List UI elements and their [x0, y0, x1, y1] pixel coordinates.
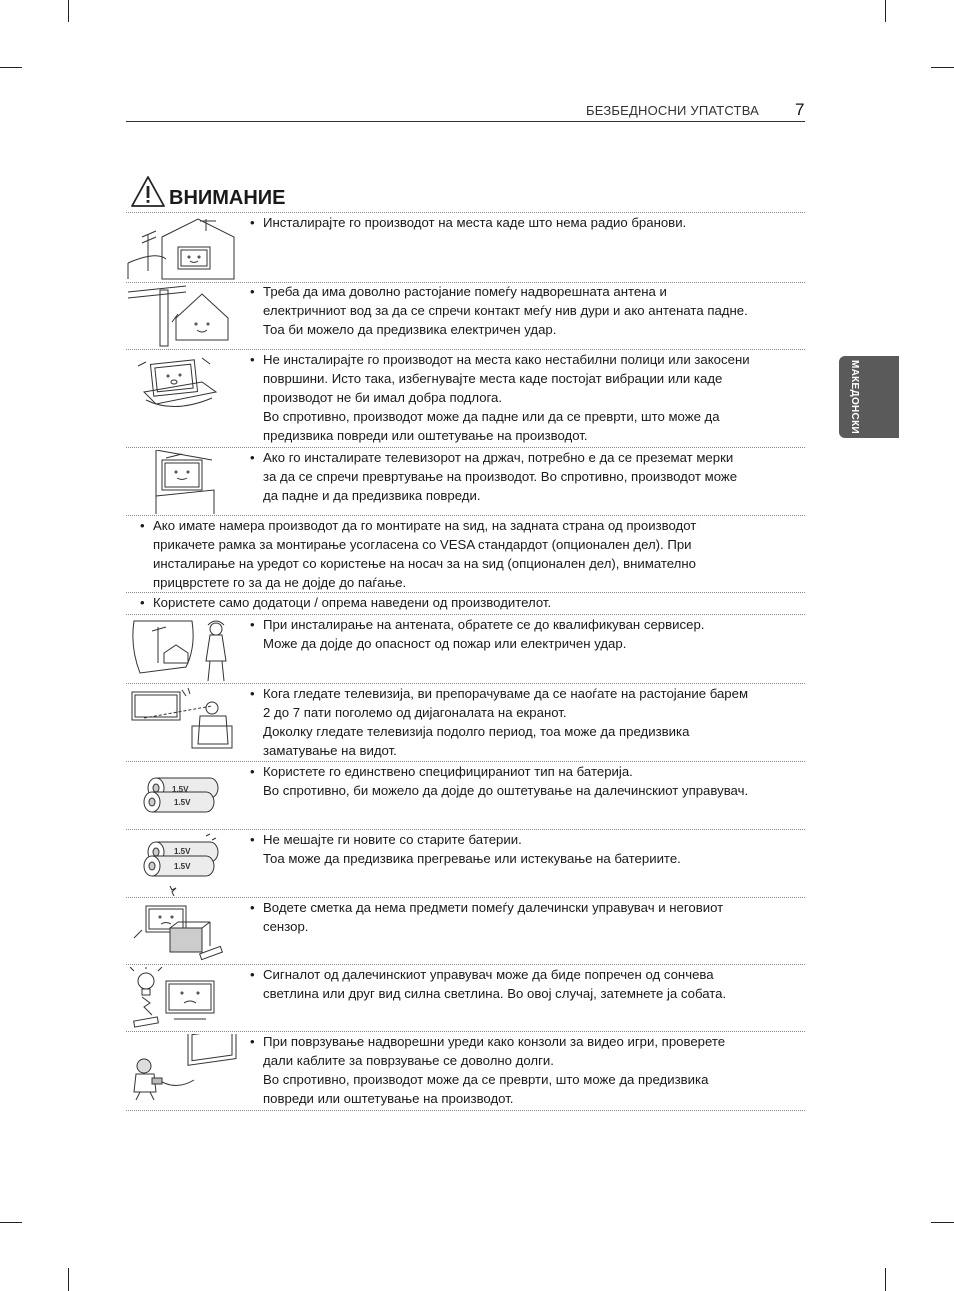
- caution-item-text: [250, 898, 800, 936]
- bullet: •: [250, 686, 255, 701]
- text-line: заматување на видот.: [263, 743, 397, 758]
- text-line: електричниот вод за да се спречи контакт меѓу нив дури и ако антената падне.: [263, 303, 748, 318]
- text-line: прицврстете го за да не дојде до паѓање.: [153, 575, 407, 590]
- technician-antenna-icon: [126, 617, 241, 683]
- text-line: Во спротивно, производот може да падне или да се преврти, што може да: [263, 409, 720, 424]
- bullet: •: [250, 284, 255, 299]
- text-line: Во спротивно, би можело да дојде до оштетување на далечинскиот управувач.: [263, 783, 749, 798]
- text-line: Не инсталирајте го производот на места како нестабилни полици или закосени: [263, 352, 750, 367]
- caution-item-text: [250, 830, 800, 868]
- battery-label: 1.5V: [174, 862, 191, 871]
- battery-icon: [126, 764, 241, 828]
- caution-item-text: [140, 593, 780, 612]
- caution-item-text: [140, 516, 780, 592]
- text-line: производот не би имал добра подлога.: [263, 390, 503, 405]
- section-title: БЕЗБЕДНОСНИ УПАТСТВА: [586, 103, 760, 118]
- text-line: Треба да има доволно растојание помеѓу надворешната антена и: [263, 284, 667, 299]
- text-line: повреди или оштетување на производот.: [263, 1091, 514, 1106]
- caution-item-no-radio-waves: [126, 212, 805, 283]
- bullet: •: [140, 518, 145, 533]
- text-line: Тоа би можело да предизвика електричен удар.: [263, 322, 557, 337]
- battery-mix-icon: [126, 832, 241, 896]
- text-line: При поврзување надворешни уреди како конзоли за видео игри, проверете: [263, 1034, 726, 1049]
- language-tab-label: МАКЕДОНСКИ: [849, 360, 860, 434]
- text-line: Тоа може да предизвика прегревање или истекување на батериите.: [263, 851, 681, 866]
- text-line: дали каблите за поврзување се доволно долги.: [263, 1053, 554, 1068]
- caution-item-text: [250, 213, 800, 232]
- caution-item-cable-length: [126, 1032, 805, 1111]
- caution-item-text: [250, 965, 800, 1003]
- bullet: •: [250, 352, 255, 367]
- bullet: •: [250, 832, 255, 847]
- warning-triangle-icon: [130, 175, 166, 209]
- tv-stand-icon: [126, 450, 241, 514]
- text-line: При инсталирање на антената, обратете се до квалификуван сервисер.: [263, 617, 705, 632]
- crop-mark: [885, 0, 886, 22]
- caution-item-text: [250, 615, 800, 653]
- text-line: за да се спречи превртување на производот. Во спротивно, производот може: [263, 469, 738, 484]
- crop-mark: [68, 0, 69, 22]
- text-line: сензор.: [263, 919, 309, 934]
- caution-item-battery-mix: [126, 830, 805, 898]
- crop-mark: [931, 1222, 954, 1223]
- text-line: Користете само додатоци / опрема наведени од производителот.: [153, 595, 552, 610]
- text-line: предизвика повреди или оштетување на производот.: [263, 428, 588, 443]
- text-line: Кога гледате телевизија, ви препорачуваме да се наоѓате на растојание барем: [263, 686, 749, 701]
- caution-item-tv-stand: [126, 448, 805, 516]
- bullet: •: [250, 215, 255, 230]
- crop-mark: [0, 67, 22, 68]
- battery-label: 1.5V: [172, 785, 189, 794]
- viewing-distance-icon: [126, 686, 241, 752]
- text-line: Не мешајте ги новите со старите батерии.: [263, 832, 522, 847]
- text-line: инсталирање на уредот со користење на носач за на ѕид (опционален дел), внимателно: [153, 556, 696, 571]
- text-line: Може да дојде до опасност од пожар или електричен удар.: [263, 636, 627, 651]
- text-line: Доколку гледате телевизија подолго период, тоа може да предизвика: [263, 724, 690, 739]
- bullet: •: [250, 450, 255, 465]
- caution-item-battery-type: [126, 762, 805, 830]
- text-line: Водете сметка да нема предмети помеѓу далечински управувач и неговиот: [263, 900, 724, 915]
- caution-item-wall-mount: [126, 516, 805, 593]
- bullet: •: [250, 967, 255, 982]
- battery-label: 1.5V: [174, 847, 191, 856]
- caution-item-text: [250, 448, 800, 505]
- remote-obstacle-icon: [126, 900, 241, 964]
- text-line: Ако го инсталирате телевизорот на држач, потребно е да се преземат мерки: [263, 450, 734, 465]
- text-line: светлина или друг вид силна светлина. Во овој случај, затемнете ја собата.: [263, 986, 727, 1001]
- caution-title: ВНИМАНИЕ: [169, 187, 286, 209]
- caution-item-antenna-installation: [126, 615, 805, 684]
- bullet: •: [250, 900, 255, 915]
- bullet: •: [140, 595, 145, 610]
- text-line: Сигналот од далечинскиот управувач може да биде попречен од сончева: [263, 967, 714, 982]
- text-line: површини. Исто така, избегнувајте места каде постојат вибрации или каде: [263, 371, 723, 386]
- caution-item-bright-light: [126, 965, 805, 1032]
- bullet: •: [250, 1034, 255, 1049]
- unstable-tv-icon: [126, 352, 241, 416]
- caution-item-unstable-surface: [126, 350, 805, 448]
- text-line: да падне и да предизвика повреди.: [263, 488, 481, 503]
- cable-length-icon: [126, 1034, 241, 1106]
- crop-mark: [68, 1268, 69, 1291]
- house-antenna-icon: [126, 215, 241, 281]
- crop-mark: [0, 1222, 22, 1223]
- text-line: Користете го единствено специфицираниот тип на батерија.: [263, 764, 633, 779]
- bullet: •: [250, 617, 255, 632]
- caution-item-accessories: [126, 593, 805, 615]
- text-line: Ако имате намера производот да го монтирате на ѕид, на задната страна од производот: [153, 518, 697, 533]
- text-line: 2 до 7 пати поголемо од дијагоналата на екранот.: [263, 705, 567, 720]
- page-number: 7: [795, 100, 805, 119]
- bullet: •: [250, 764, 255, 779]
- antenna-power-line-icon: [126, 284, 241, 348]
- caution-item-text: [250, 282, 800, 339]
- header-rule: [126, 121, 805, 122]
- bright-light-icon: [126, 967, 241, 1031]
- crop-mark: [885, 1268, 886, 1291]
- text-line: Во спротивно, производот може да се преврти, што може да предизвика: [263, 1072, 709, 1087]
- caution-item-text: [250, 762, 800, 800]
- battery-label: 1.5V: [174, 798, 191, 807]
- caution-item-text: [250, 684, 800, 760]
- caution-item-remote-obstacle: [126, 898, 805, 965]
- caution-item-text: [250, 350, 800, 445]
- language-tab: [839, 356, 899, 438]
- caution-item-text: [250, 1032, 800, 1108]
- text-line: прикачете рамка за монтирање усогласена со VESA стандардот (опционален дел). При: [153, 537, 692, 552]
- caution-item-antenna-distance: [126, 282, 805, 350]
- crop-mark: [931, 67, 954, 68]
- text-line: Инсталирајте го производот на места каде што нема радио бранови.: [263, 215, 687, 230]
- caution-item-viewing-distance: [126, 684, 805, 762]
